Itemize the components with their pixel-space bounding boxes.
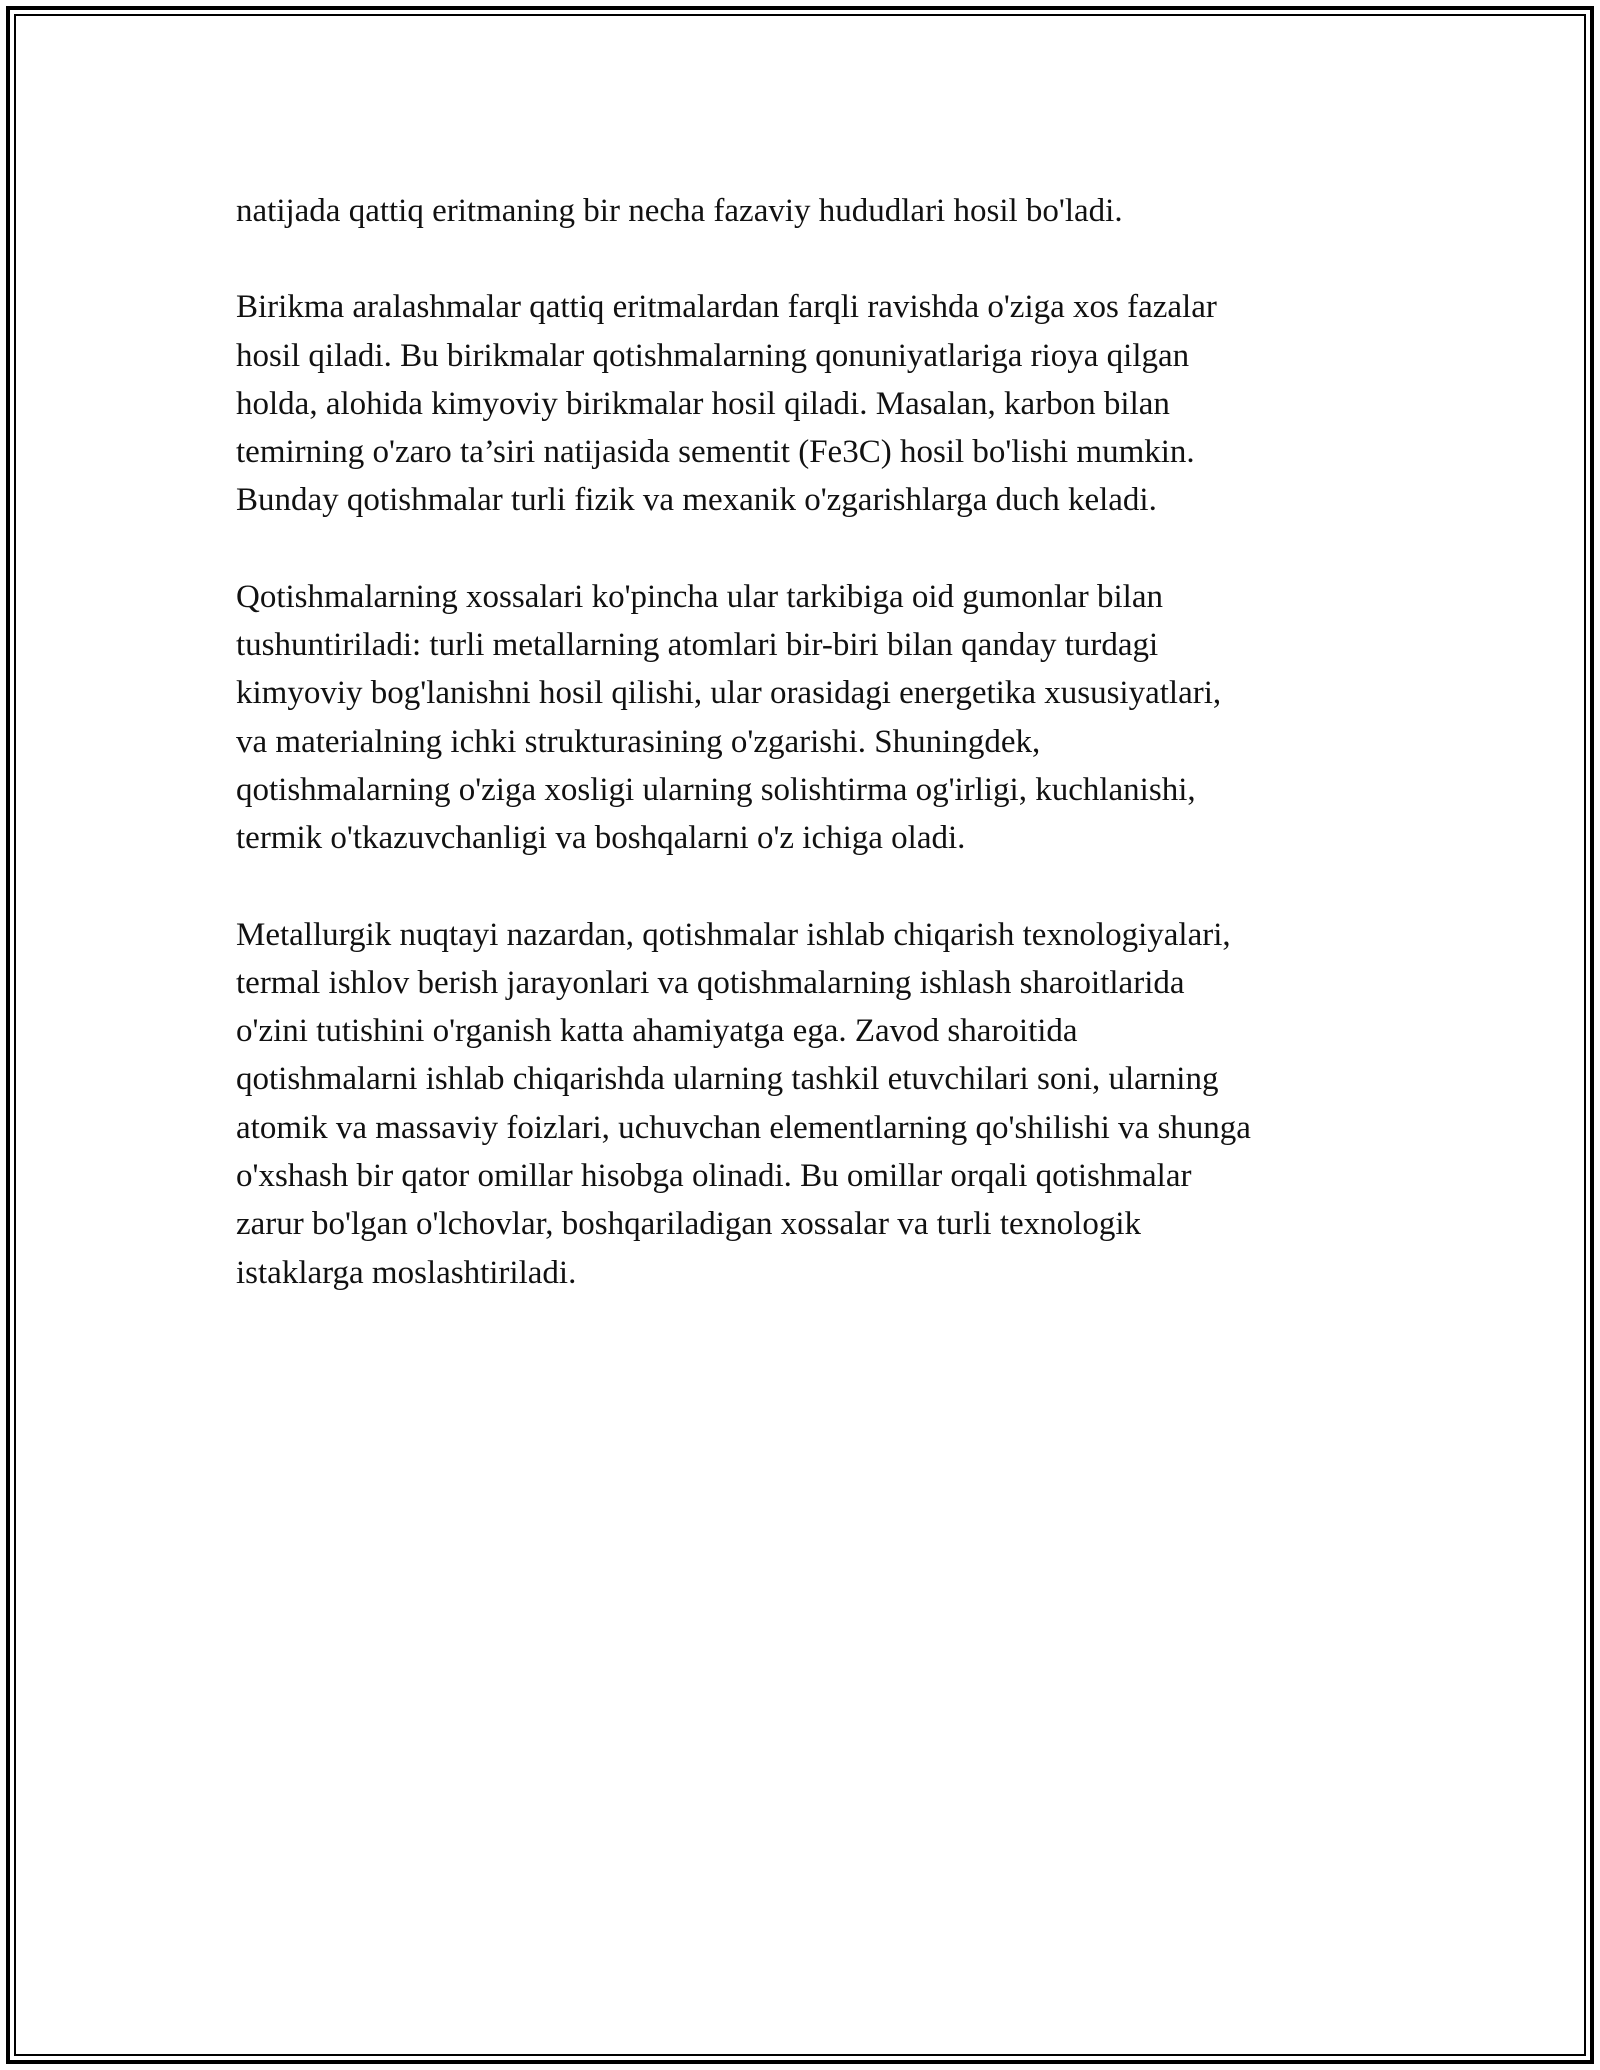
text-line: zarur bo'lgan o'lchovlar, boshqariladigan xossalar va turli texnologik: [236, 1206, 1141, 1243]
paragraph-4: [236, 911, 1386, 1297]
paragraph-1: [236, 187, 1386, 235]
document-body: [236, 187, 1386, 1345]
text-line: hosil qiladi. Bu birikmalar qotishmalarning qonuniyatlariga rioya qilgan: [236, 337, 1190, 374]
text-line: termal ishlov berish jarayonlari va qotishmalarning ishlash sharoitlarida: [236, 964, 1185, 1001]
text-line: qotishmalarni ishlab chiqarishda ularning tashkil etuvchilari soni, ularning: [236, 1061, 1219, 1098]
text-line: va materialning ichki strukturasining o'zgarishi. Shuningdek,: [236, 723, 1041, 760]
text-line: istaklarga moslashtiriladi.: [236, 1254, 577, 1291]
text-line: atomik va massaviy foizlari, uchuvchan elementlarning qo'shilishi va shunga: [236, 1109, 1251, 1146]
text-line: Metallurgik nuqtayi nazardan, qotishmalar ishlab chiqarish texnologiyalari,: [236, 916, 1231, 953]
paragraph-2: [236, 283, 1386, 524]
text-line: Birikma aralashmalar qattiq eritmalardan farqli ravishda o'ziga xos fazalar: [236, 289, 1217, 326]
text-line: qotishmalarning o'ziga xosligi ularning solishtirma og'irligi, kuchlanishi,: [236, 771, 1196, 808]
text-line: o'zini tutishini o'rganish katta ahamiyatga ega. Zavod sharoitida: [236, 1013, 1078, 1050]
text-line: termik o'tkazuvchanligi va boshqalarni o'z ichiga oladi.: [236, 820, 966, 857]
paragraph-3: [236, 573, 1386, 863]
text-line: holda, alohida kimyoviy birikmalar hosil qiladi. Masalan, karbon bilan: [236, 385, 1170, 422]
text-line: Bunday qotishmalar turli fizik va mexanik o'zgarishlarga duch keladi.: [236, 482, 1157, 519]
text-line: Qotishmalarning xossalari ko'pincha ular tarkibiga oid gumonlar bilan: [236, 578, 1163, 615]
text-line: natijada qattiq eritmaning bir necha fazaviy hududlari hosil bo'ladi.: [236, 193, 1123, 229]
text-line: kimyoviy bog'lanishni hosil qilishi, ular orasidagi energetika xususiyatlari,: [236, 675, 1222, 712]
text-line: o'xshash bir qator omillar hisobga olinadi. Bu omillar orqali qotishmalar: [236, 1158, 1192, 1195]
text-line: tushuntiriladi: turli metallarning atomlari bir-biri bilan qanday turdagi: [236, 627, 1159, 664]
text-line: temirning o'zaro ta’siri natijasida sementit (Fe3C) hosil bo'lishi mumkin.: [236, 434, 1195, 471]
